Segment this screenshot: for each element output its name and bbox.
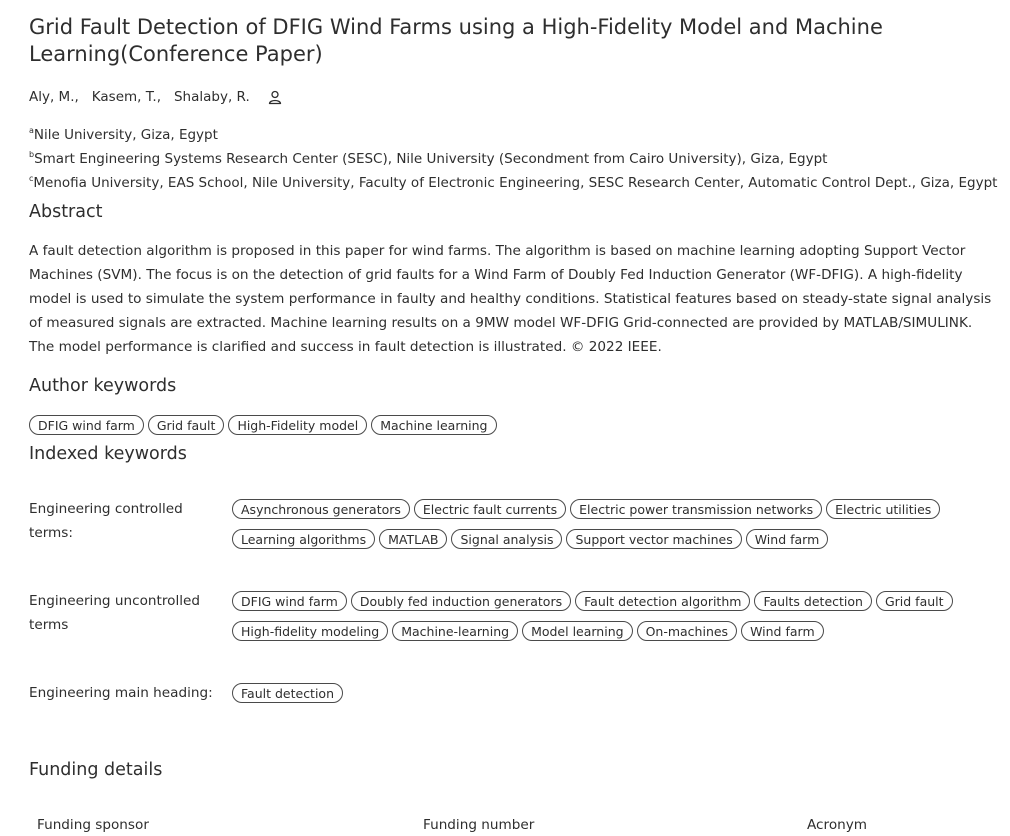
abstract-text: A fault detection algorithm is proposed in this paper for wind farms. The algorithm is based on machine learning adopting Support Vector Machines (SVM). The focus is on the detection of grid faults for a Wind Farm of Doubly Fed Induction Generator (WF-DFIG). A high-fidelity model is used to simulate the system performance in faulty and healthy conditions. Statistical features based on steady-state signal analysis of measured signals are extracted. Machine learning results on a 9MW model WF-DFIG Grid-connected are provided by MATLAB/SIMULINK. The model performance is clarified and success in fault detection is illustrated. © 2022 IEEE. bbox=[29, 243, 992, 355]
keyword-chip[interactable]: Grid fault bbox=[148, 415, 225, 435]
affiliation-mark: a bbox=[29, 126, 34, 135]
controlled-terms-list bbox=[232, 499, 944, 549]
affiliation-text: Nile University, Giza, Egypt bbox=[33, 127, 218, 143]
term-chip[interactable]: Fault detection bbox=[232, 683, 343, 703]
chip-row bbox=[232, 499, 944, 519]
keyword-chip[interactable]: Machine learning bbox=[371, 415, 496, 435]
term-chip[interactable]: Learning algorithms bbox=[232, 529, 375, 549]
author-link[interactable]: Kasem, T., bbox=[91, 89, 161, 105]
author-keywords-heading: Author keywords bbox=[29, 376, 177, 396]
term-chip[interactable]: Electric fault currents bbox=[414, 499, 566, 519]
author-list bbox=[29, 86, 285, 108]
affiliation-text: Menofia University, EAS School, Nile University, Faculty of Electronic Engineering, SESC Research Center, Automatic Control Dept., Giza, Egypt bbox=[33, 175, 998, 191]
controlled-terms-label: Engineering controlled terms: bbox=[29, 501, 183, 541]
indexed-keywords-heading: Indexed keywords bbox=[29, 444, 187, 464]
affiliation bbox=[29, 146, 827, 168]
affiliation-mark: c bbox=[29, 174, 34, 183]
person-icon[interactable] bbox=[267, 88, 285, 106]
chip-row bbox=[232, 621, 957, 641]
uncontrolled-terms-label: Engineering uncontrolled terms bbox=[29, 593, 201, 633]
term-chip[interactable]: Electric power transmission networks bbox=[570, 499, 822, 519]
chip-row bbox=[232, 591, 957, 611]
chip-row bbox=[232, 683, 347, 703]
abstract-heading: Abstract bbox=[29, 202, 103, 222]
term-chip[interactable]: Faults detection bbox=[754, 591, 872, 611]
author-link[interactable]: Shalaby, R. bbox=[173, 89, 250, 105]
term-chip[interactable]: Model learning bbox=[522, 621, 633, 641]
keyword-chip[interactable]: High-Fidelity model bbox=[228, 415, 367, 435]
term-chip[interactable]: Wind farm bbox=[746, 529, 829, 549]
funding-column-header: Funding number bbox=[423, 817, 535, 833]
uncontrolled-terms-list bbox=[232, 591, 957, 641]
page-title: Grid Fault Detection of DFIG Wind Farms using a High-Fidelity Model and Machine Learning(Conference Paper) bbox=[29, 15, 883, 66]
funding-column-header: Acronym bbox=[807, 817, 868, 833]
affiliation bbox=[29, 122, 218, 144]
term-chip[interactable]: Wind farm bbox=[741, 621, 824, 641]
term-chip[interactable]: High-fidelity modeling bbox=[232, 621, 388, 641]
term-chip[interactable]: Asynchronous generators bbox=[232, 499, 410, 519]
affiliation bbox=[29, 170, 997, 192]
main-heading-label: Engineering main heading: bbox=[29, 685, 213, 701]
affiliation-text: Smart Engineering Systems Research Center (SESC), Nile University (Secondment from Cairo University), Giza, Egypt bbox=[34, 151, 828, 167]
funding-heading: Funding details bbox=[29, 760, 163, 780]
keyword-chip[interactable]: DFIG wind farm bbox=[29, 415, 144, 435]
term-chip[interactable]: DFIG wind farm bbox=[232, 591, 347, 611]
affiliation-mark: b bbox=[29, 150, 35, 159]
chip-row bbox=[232, 529, 944, 549]
term-chip[interactable]: Doubly fed induction generators bbox=[351, 591, 571, 611]
term-chip[interactable]: Fault detection algorithm bbox=[575, 591, 750, 611]
author-link[interactable]: Aly, M., bbox=[29, 89, 79, 105]
main-heading-list bbox=[232, 683, 347, 703]
term-chip[interactable]: On-machines bbox=[637, 621, 738, 641]
funding-column-header: Funding sponsor bbox=[37, 817, 149, 833]
term-chip[interactable]: Support vector machines bbox=[566, 529, 741, 549]
term-chip[interactable]: Electric utilities bbox=[826, 499, 940, 519]
term-chip[interactable]: Signal analysis bbox=[451, 529, 562, 549]
term-chip[interactable]: Machine-learning bbox=[392, 621, 518, 641]
author-keywords-list bbox=[29, 415, 501, 435]
term-chip[interactable]: MATLAB bbox=[379, 529, 447, 549]
term-chip[interactable]: Grid fault bbox=[876, 591, 953, 611]
